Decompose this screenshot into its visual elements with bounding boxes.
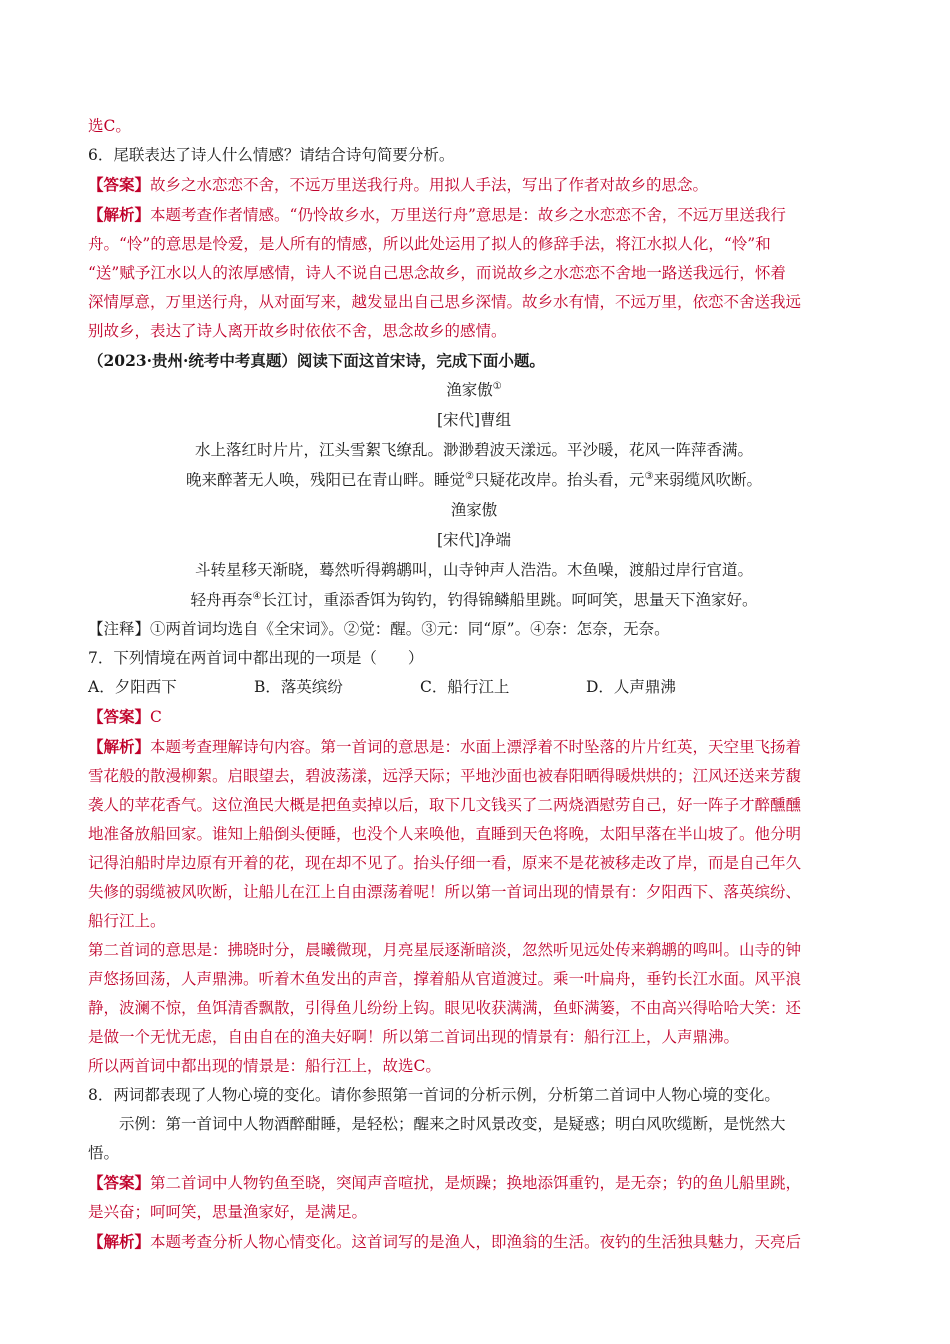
poem1-line2: 晚来醉著无人唤，残阳已在青山畔。睡觉②只疑花改岸。抬头看，元③来弱缆风吹断。 bbox=[186, 470, 762, 489]
q6-analysis-line bbox=[88, 200, 860, 230]
poem1-title: 渔家傲① bbox=[446, 380, 502, 399]
q8-answer bbox=[88, 1168, 860, 1198]
q6-analysis-line: 深情厚意，万里送行舟，从对面写来，越发显出自己思乡深情。故乡水有情，不远万里，依恋不舍送我远 bbox=[88, 293, 802, 311]
poem2-line1: 斗转星移天渐晓，蓦然听得鹈鹕叫，山寺钟声人浩浩。木鱼噪，渡船过岸行官道。 bbox=[194, 561, 753, 579]
footnote-marker: ③ bbox=[644, 470, 654, 482]
poem-notes: 【注释】①两首词均选自《全宋词》。②觉：醒。③元：同“原”。④奈：怎奈，无奈。 bbox=[88, 620, 670, 638]
answer-tag: 【答案】 bbox=[88, 707, 151, 726]
q7-analysis2-line: 声悠扬回荡，人声鼎沸。听着木鱼发出的声音，撑着船从官道渡过。乘一叶扁舟，垂钓长江水面。风平浪 bbox=[88, 970, 802, 988]
q6-analysis-line: 别故乡，表达了诗人离开故乡时依依不舍，思念故乡的感情。 bbox=[88, 322, 507, 340]
poem2-author: [宋代]净端 bbox=[436, 531, 512, 549]
q7-analysis-line: 地准备放船回家。谁知上船倒头便睡，也没个人来唤他，直睡到天色将晚，太阳早落在半山坡了。他分明 bbox=[88, 825, 802, 843]
q6-question: 6．尾联表达了诗人什么情感？请结合诗句简要分析。 bbox=[88, 146, 455, 164]
q8-example-line: 示例：第一首词中人物酒醉酣睡，是轻松；醒来之时风景改变，是疑惑；明白风吹缆断，是恍然大 bbox=[119, 1115, 786, 1133]
answer-tag: 【答案】 bbox=[88, 175, 151, 194]
q5-answer-tail: 选C。 bbox=[88, 117, 131, 135]
footnote-marker: ② bbox=[465, 470, 474, 482]
poem1-author: [宋代]曹组 bbox=[436, 411, 512, 429]
q7-analysis-line: 船行江上。 bbox=[88, 912, 166, 930]
analysis-tag: 【解析】 bbox=[88, 737, 151, 756]
poem2-line2: 轻舟再奈④长江讨，重添香饵为钩钓，钓得锦鳞船里跳。呵呵笑，思量天下渔家好。 bbox=[190, 590, 758, 609]
q8-question: 8．两词都表现了人物心境的变化。请你参照第一首词的分析示例，分析第二首词中人物心境的变化。 bbox=[88, 1086, 780, 1104]
poem1-line1: 水上落红时片片，江头雪絮飞缭乱。渺渺碧波天漾远。平沙暖，花风一阵萍香满。 bbox=[194, 441, 753, 459]
document-page bbox=[88, 112, 860, 1257]
q8-analysis-line bbox=[88, 1227, 860, 1257]
q7-answer bbox=[88, 702, 860, 732]
option-d: D．人声鼎沸 bbox=[586, 678, 676, 696]
q7-analysis-line: 雪花般的散漫柳絮。启眼望去，碧波荡漾，远浮天际；平地沙面也被春阳晒得暖烘烘的；江风还送来芳馥 bbox=[88, 767, 802, 785]
q8-answer-text: 第二首词中人物钓鱼至晓，突闻声音喧扰，是烦躁；换地添饵重钓，是无奈；钓的鱼儿船里跳， bbox=[150, 1174, 802, 1192]
answer-tag: 【答案】 bbox=[88, 1173, 151, 1192]
q8-answer-line: 是兴奋；呵呵笑，思量渔家好，是满足。 bbox=[88, 1203, 368, 1221]
q7-analysis-line: 记得泊船时岸边原有开着的花，现在却不见了。抬头仔细一看，原来不是花被移走改了岸，而是自己年久 bbox=[88, 854, 802, 872]
q6-analysis-line: “送”赋予江水以人的浓厚感情，诗人不说自己思念故乡，而说故乡之水恋恋不舍地一路送我远行，怀着 bbox=[88, 264, 786, 282]
q8-analysis-text: 本题考查分析人物心情变化。这首词写的是渔人，即渔翁的生活。夜钓的生活独具魅力，天亮后 bbox=[150, 1233, 802, 1251]
analysis-tag: 【解析】 bbox=[88, 205, 151, 224]
q6-analysis-text: 本题考查作者情感。“仍怜故乡水，万里送行舟”意思是：故乡之水恋恋不舍，不远万里送我行 bbox=[150, 206, 786, 224]
q7-answer-text: C bbox=[150, 708, 162, 726]
q7-analysis-line bbox=[88, 732, 860, 762]
option-a: A．夕阳西下 bbox=[88, 678, 177, 696]
q7-analysis2-line: 静，波澜不惊，鱼饵清香飘散，引得鱼儿纷纷上钩。眼见收获满满，鱼虾满篓，不由高兴得哈哈大笑：还 bbox=[88, 999, 802, 1017]
q7-analysis-line: 失修的弱缆被风吹断，让船儿在江上自由漂荡着呢！所以第一首词出现的情景有：夕阳西下、落英缤纷、 bbox=[88, 883, 802, 901]
q8-example-line: 悟。 bbox=[88, 1144, 120, 1162]
option-b: B．落英缤纷 bbox=[254, 678, 343, 696]
footnote-marker: ④ bbox=[252, 590, 262, 602]
q7-analysis2-line: 第二首词的意思是：拂晓时分，晨曦微现，月亮星辰逐渐暗淡，忽然听见远处传来鹈鹕的鸣叫。山寺的钟 bbox=[88, 941, 802, 959]
q7-analysis2-line: 是做一个无忧无虑，自由自在的渔夫好啊！所以第二首词出现的情景有：船行江上，人声鼎沸。 bbox=[88, 1028, 740, 1046]
analysis-tag: 【解析】 bbox=[88, 1232, 151, 1251]
q7-options bbox=[88, 673, 860, 702]
section-intro: （2023·贵州·统考中考真题）阅读下面这首宋诗，完成下面小题。 bbox=[88, 351, 545, 370]
q6-analysis-line: 舟。“怜”的意思是怜爱，是人所有的情感，所以此处运用了拟人的修辞手法，将江水拟人化，“怜”和 bbox=[88, 235, 771, 253]
q6-answer bbox=[88, 170, 860, 200]
option-c: C．船行江上 bbox=[420, 678, 510, 696]
q6-answer-text: 故乡之水恋恋不舍，不远万里送我行舟。用拟人手法，写出了作者对故乡的思念。 bbox=[150, 176, 709, 194]
footnote-marker: ① bbox=[492, 380, 502, 392]
poem2-title: 渔家傲 bbox=[450, 501, 498, 519]
q7-analysis-text: 本题考查理解诗句内容。第一首词的意思是：水面上漂浮着不时坠落的片片红英，天空里飞扬着 bbox=[150, 738, 802, 756]
q7-question: 7．下列情境在两首词中都出现的一项是（ ） bbox=[88, 649, 424, 667]
q7-conclusion: 所以两首词中都出现的情景是：船行江上，故选C。 bbox=[88, 1057, 441, 1075]
q7-analysis-line: 袭人的苹花香气。这位渔民大概是把鱼卖掉以后，取下几文钱买了二两烧酒慰劳自己，好一阵子才醉醺醺 bbox=[88, 796, 802, 814]
